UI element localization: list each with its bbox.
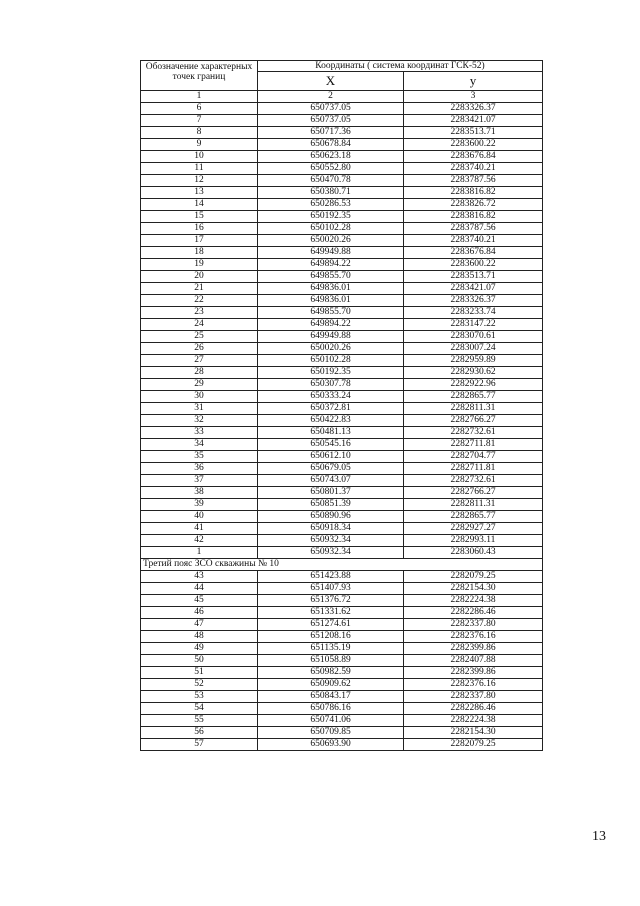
point-number-cell: 27 — [141, 355, 258, 367]
point-number-cell: 54 — [141, 703, 258, 715]
x-coordinate-cell: 650918.34 — [258, 523, 404, 535]
y-coordinate-cell: 2282959.89 — [404, 355, 543, 367]
y-coordinate-cell: 2282154.30 — [404, 727, 543, 739]
y-coordinate-cell: 2282766.27 — [404, 415, 543, 427]
table-row — [141, 151, 543, 163]
point-number-cell: 53 — [141, 691, 258, 703]
point-number-cell: 17 — [141, 235, 258, 247]
x-coordinate-cell: 650286.53 — [258, 199, 404, 211]
point-number-cell: 23 — [141, 307, 258, 319]
point-number-cell: 36 — [141, 463, 258, 475]
table-row — [141, 619, 543, 631]
table-row — [141, 175, 543, 187]
y-coordinate-cell: 2283070.61 — [404, 331, 543, 343]
x-coordinate-cell: 650843.17 — [258, 691, 404, 703]
table-row — [141, 631, 543, 643]
table-row — [141, 127, 543, 139]
point-number-cell: 22 — [141, 295, 258, 307]
point-number-cell: 8 — [141, 127, 258, 139]
y-coordinate-cell: 2283816.82 — [404, 211, 543, 223]
x-coordinate-cell: 651331.62 — [258, 607, 404, 619]
section-row — [141, 559, 543, 571]
x-coordinate-cell: 650612.10 — [258, 451, 404, 463]
table-row — [141, 307, 543, 319]
y-coordinate-cell: 2283060.43 — [404, 547, 543, 559]
y-coordinate-cell: 2282930.62 — [404, 367, 543, 379]
x-coordinate-cell: 650192.35 — [258, 367, 404, 379]
y-coordinate-cell: 2282811.31 — [404, 499, 543, 511]
y-coordinate-cell: 2282865.77 — [404, 511, 543, 523]
table-row — [141, 391, 543, 403]
y-coordinate-cell: 2283421.07 — [404, 283, 543, 295]
table-row — [141, 451, 543, 463]
table-row — [141, 535, 543, 547]
page-number: 13 — [592, 829, 606, 844]
table-row — [141, 655, 543, 667]
point-number-cell: 6 — [141, 103, 258, 115]
y-coordinate-cell: 2282154.30 — [404, 583, 543, 595]
y-coordinate-cell: 2282711.81 — [404, 463, 543, 475]
point-number-cell: 15 — [141, 211, 258, 223]
y-coordinate-cell: 2282922.96 — [404, 379, 543, 391]
table-row — [141, 235, 543, 247]
point-number-cell: 43 — [141, 571, 258, 583]
point-number-cell: 46 — [141, 607, 258, 619]
x-coordinate-cell: 650623.18 — [258, 151, 404, 163]
point-number-cell: 40 — [141, 511, 258, 523]
table-row — [141, 607, 543, 619]
x-coordinate-cell: 650737.05 — [258, 103, 404, 115]
y-coordinate-cell: 2282224.38 — [404, 715, 543, 727]
point-number-cell: 19 — [141, 259, 258, 271]
x-coordinate-cell: 650743.07 — [258, 475, 404, 487]
table-row — [141, 295, 543, 307]
point-number-cell: 49 — [141, 643, 258, 655]
point-number-cell: 1 — [141, 547, 258, 559]
x-coordinate-cell: 650717.36 — [258, 127, 404, 139]
x-coordinate-cell: 651135.19 — [258, 643, 404, 655]
y-coordinate-cell: 2283513.71 — [404, 271, 543, 283]
table-row — [141, 523, 543, 535]
column-number-2: 2 — [258, 91, 404, 103]
x-coordinate-cell: 650020.26 — [258, 235, 404, 247]
column-number-3: 3 — [404, 91, 543, 103]
x-coordinate-cell: 650693.90 — [258, 739, 404, 751]
point-number-cell: 55 — [141, 715, 258, 727]
coordinates-table — [140, 60, 543, 751]
table-row — [141, 343, 543, 355]
point-number-cell: 25 — [141, 331, 258, 343]
table-body-section — [141, 571, 543, 751]
table-row — [141, 187, 543, 199]
table-row — [141, 403, 543, 415]
table-row — [141, 367, 543, 379]
x-coordinate-cell: 649949.88 — [258, 331, 404, 343]
table-row — [141, 703, 543, 715]
y-coordinate-cell: 2282224.38 — [404, 595, 543, 607]
x-coordinate-cell: 649836.01 — [258, 283, 404, 295]
point-number-cell: 24 — [141, 319, 258, 331]
y-coordinate-cell: 2283147.22 — [404, 319, 543, 331]
point-number-cell: 57 — [141, 739, 258, 751]
y-coordinate-cell: 2283233.74 — [404, 307, 543, 319]
table-row — [141, 571, 543, 583]
x-coordinate-cell: 651208.16 — [258, 631, 404, 643]
table-row — [141, 427, 543, 439]
y-coordinate-cell: 2282811.31 — [404, 403, 543, 415]
x-coordinate-cell: 650552.80 — [258, 163, 404, 175]
table-row — [141, 259, 543, 271]
x-coordinate-cell: 649894.22 — [258, 259, 404, 271]
y-coordinate-cell: 2282079.25 — [404, 739, 543, 751]
x-coordinate-cell: 649855.70 — [258, 307, 404, 319]
y-coordinate-cell: 2282286.46 — [404, 703, 543, 715]
table-row — [141, 547, 543, 559]
point-number-cell: 52 — [141, 679, 258, 691]
table-row — [141, 139, 543, 151]
x-coordinate-cell: 650307.78 — [258, 379, 404, 391]
x-coordinate-cell: 649855.70 — [258, 271, 404, 283]
table-row — [141, 667, 543, 679]
point-number-cell: 35 — [141, 451, 258, 463]
x-coordinate-cell: 650932.34 — [258, 547, 404, 559]
table-row — [141, 475, 543, 487]
x-coordinate-cell: 651423.88 — [258, 571, 404, 583]
x-coordinate-cell: 650709.85 — [258, 727, 404, 739]
table-row — [141, 727, 543, 739]
point-number-cell: 34 — [141, 439, 258, 451]
y-coordinate-cell: 2283600.22 — [404, 139, 543, 151]
table-row — [141, 319, 543, 331]
table-row — [141, 223, 543, 235]
y-coordinate-cell: 2282766.27 — [404, 487, 543, 499]
y-coordinate-cell: 2282337.80 — [404, 691, 543, 703]
y-coordinate-cell: 2283676.84 — [404, 247, 543, 259]
table-row — [141, 379, 543, 391]
point-number-cell: 26 — [141, 343, 258, 355]
x-coordinate-cell: 650020.26 — [258, 343, 404, 355]
point-number-cell: 18 — [141, 247, 258, 259]
table-row — [141, 163, 543, 175]
point-number-cell: 51 — [141, 667, 258, 679]
y-coordinate-cell: 2283787.56 — [404, 175, 543, 187]
y-coordinate-cell: 2282376.16 — [404, 679, 543, 691]
x-coordinate-cell: 650380.71 — [258, 187, 404, 199]
point-number-cell: 11 — [141, 163, 258, 175]
y-coordinate-cell: 2282704.77 — [404, 451, 543, 463]
x-coordinate-cell: 650890.96 — [258, 511, 404, 523]
y-coordinate-cell: 2282407.88 — [404, 655, 543, 667]
x-coordinate-cell: 649894.22 — [258, 319, 404, 331]
x-coordinate-cell: 651407.93 — [258, 583, 404, 595]
x-coordinate-cell: 650932.34 — [258, 535, 404, 547]
table-row — [141, 439, 543, 451]
point-number-cell: 42 — [141, 535, 258, 547]
y-coordinate-cell: 2283513.71 — [404, 127, 543, 139]
y-coordinate-cell: 2283826.72 — [404, 199, 543, 211]
table-row — [141, 331, 543, 343]
point-number-cell: 41 — [141, 523, 258, 535]
table-row — [141, 115, 543, 127]
point-number-cell: 21 — [141, 283, 258, 295]
table-row — [141, 715, 543, 727]
y-coordinate-cell: 2282711.81 — [404, 439, 543, 451]
point-number-cell: 20 — [141, 271, 258, 283]
point-number-cell: 37 — [141, 475, 258, 487]
point-designation-header: Обозначение характерных точек границ — [141, 61, 258, 91]
table-row — [141, 739, 543, 751]
coordinates-system-header: Координаты ( система координат ГСК-52) — [258, 61, 543, 72]
point-number-cell: 9 — [141, 139, 258, 151]
table-header — [141, 61, 543, 103]
y-coordinate-cell: 2282732.61 — [404, 475, 543, 487]
table-row — [141, 247, 543, 259]
x-coordinate-cell: 649949.88 — [258, 247, 404, 259]
point-number-cell: 14 — [141, 199, 258, 211]
x-coordinate-cell: 650737.05 — [258, 115, 404, 127]
table-row — [141, 487, 543, 499]
x-coordinate-cell: 650851.39 — [258, 499, 404, 511]
point-number-cell: 47 — [141, 619, 258, 631]
x-coordinate-cell: 650545.16 — [258, 439, 404, 451]
y-coordinate-cell: 2282993.11 — [404, 535, 543, 547]
table-row — [141, 511, 543, 523]
point-number-cell: 32 — [141, 415, 258, 427]
y-coordinate-cell: 2282286.46 — [404, 607, 543, 619]
table-row — [141, 595, 543, 607]
table-row — [141, 583, 543, 595]
y-coordinate-cell: 2283816.82 — [404, 187, 543, 199]
point-number-cell: 48 — [141, 631, 258, 643]
x-coordinate-cell: 651274.61 — [258, 619, 404, 631]
table-row — [141, 271, 543, 283]
y-coordinate-cell: 2282732.61 — [404, 427, 543, 439]
point-number-cell: 30 — [141, 391, 258, 403]
x-coordinate-cell: 650481.13 — [258, 427, 404, 439]
x-coordinate-cell: 650422.83 — [258, 415, 404, 427]
table-body-main — [141, 103, 543, 559]
section-title: Третий пояс ЗСО скважины № 10 — [141, 559, 543, 571]
x-coordinate-cell: 650678.84 — [258, 139, 404, 151]
y-coordinate-cell: 2283326.37 — [404, 295, 543, 307]
table-row — [141, 103, 543, 115]
y-coordinate-cell: 2282376.16 — [404, 631, 543, 643]
y-coordinate-cell: 2282399.86 — [404, 667, 543, 679]
x-coordinate-cell: 650786.16 — [258, 703, 404, 715]
column-number-1: 1 — [141, 91, 258, 103]
point-number-cell: 29 — [141, 379, 258, 391]
point-number-cell: 39 — [141, 499, 258, 511]
y-coordinate-cell: 2283787.56 — [404, 223, 543, 235]
y-column-header: y — [404, 72, 543, 91]
y-coordinate-cell: 2283676.84 — [404, 151, 543, 163]
point-number-cell: 38 — [141, 487, 258, 499]
x-coordinate-cell: 650909.62 — [258, 679, 404, 691]
section-row-group — [141, 559, 543, 571]
y-coordinate-cell: 2282865.77 — [404, 391, 543, 403]
y-coordinate-cell: 2282337.80 — [404, 619, 543, 631]
table-row — [141, 463, 543, 475]
point-number-cell: 31 — [141, 403, 258, 415]
table-row — [141, 283, 543, 295]
y-coordinate-cell: 2283421.07 — [404, 115, 543, 127]
point-number-cell: 50 — [141, 655, 258, 667]
x-coordinate-cell: 650801.37 — [258, 487, 404, 499]
point-number-cell: 45 — [141, 595, 258, 607]
y-coordinate-cell: 2283600.22 — [404, 259, 543, 271]
x-coordinate-cell: 650333.24 — [258, 391, 404, 403]
table-row — [141, 679, 543, 691]
y-coordinate-cell: 2282079.25 — [404, 571, 543, 583]
point-number-cell: 16 — [141, 223, 258, 235]
y-coordinate-cell: 2283740.21 — [404, 163, 543, 175]
point-number-cell: 13 — [141, 187, 258, 199]
table-row — [141, 499, 543, 511]
x-coordinate-cell: 649836.01 — [258, 295, 404, 307]
y-coordinate-cell: 2283740.21 — [404, 235, 543, 247]
y-coordinate-cell: 2282399.86 — [404, 643, 543, 655]
x-coordinate-cell: 650679.05 — [258, 463, 404, 475]
point-number-cell: 44 — [141, 583, 258, 595]
point-number-cell: 28 — [141, 367, 258, 379]
table-row — [141, 691, 543, 703]
x-coordinate-cell: 651376.72 — [258, 595, 404, 607]
x-coordinate-cell: 650102.28 — [258, 355, 404, 367]
x-coordinate-cell: 650102.28 — [258, 223, 404, 235]
table-row — [141, 355, 543, 367]
point-number-cell: 12 — [141, 175, 258, 187]
x-coordinate-cell: 650470.78 — [258, 175, 404, 187]
table-row — [141, 643, 543, 655]
point-number-cell: 33 — [141, 427, 258, 439]
y-coordinate-cell: 2283326.37 — [404, 103, 543, 115]
point-number-cell: 7 — [141, 115, 258, 127]
x-coordinate-cell: 650372.81 — [258, 403, 404, 415]
x-coordinate-cell: 650982.59 — [258, 667, 404, 679]
table-row — [141, 211, 543, 223]
x-coordinate-cell: 651058.89 — [258, 655, 404, 667]
point-number-cell: 10 — [141, 151, 258, 163]
table-row — [141, 199, 543, 211]
y-coordinate-cell: 2282927.27 — [404, 523, 543, 535]
x-coordinate-cell: 650192.35 — [258, 211, 404, 223]
x-coordinate-cell: 650741.06 — [258, 715, 404, 727]
point-number-cell: 56 — [141, 727, 258, 739]
x-column-header: X — [258, 72, 404, 91]
y-coordinate-cell: 2283007.24 — [404, 343, 543, 355]
table-row — [141, 415, 543, 427]
